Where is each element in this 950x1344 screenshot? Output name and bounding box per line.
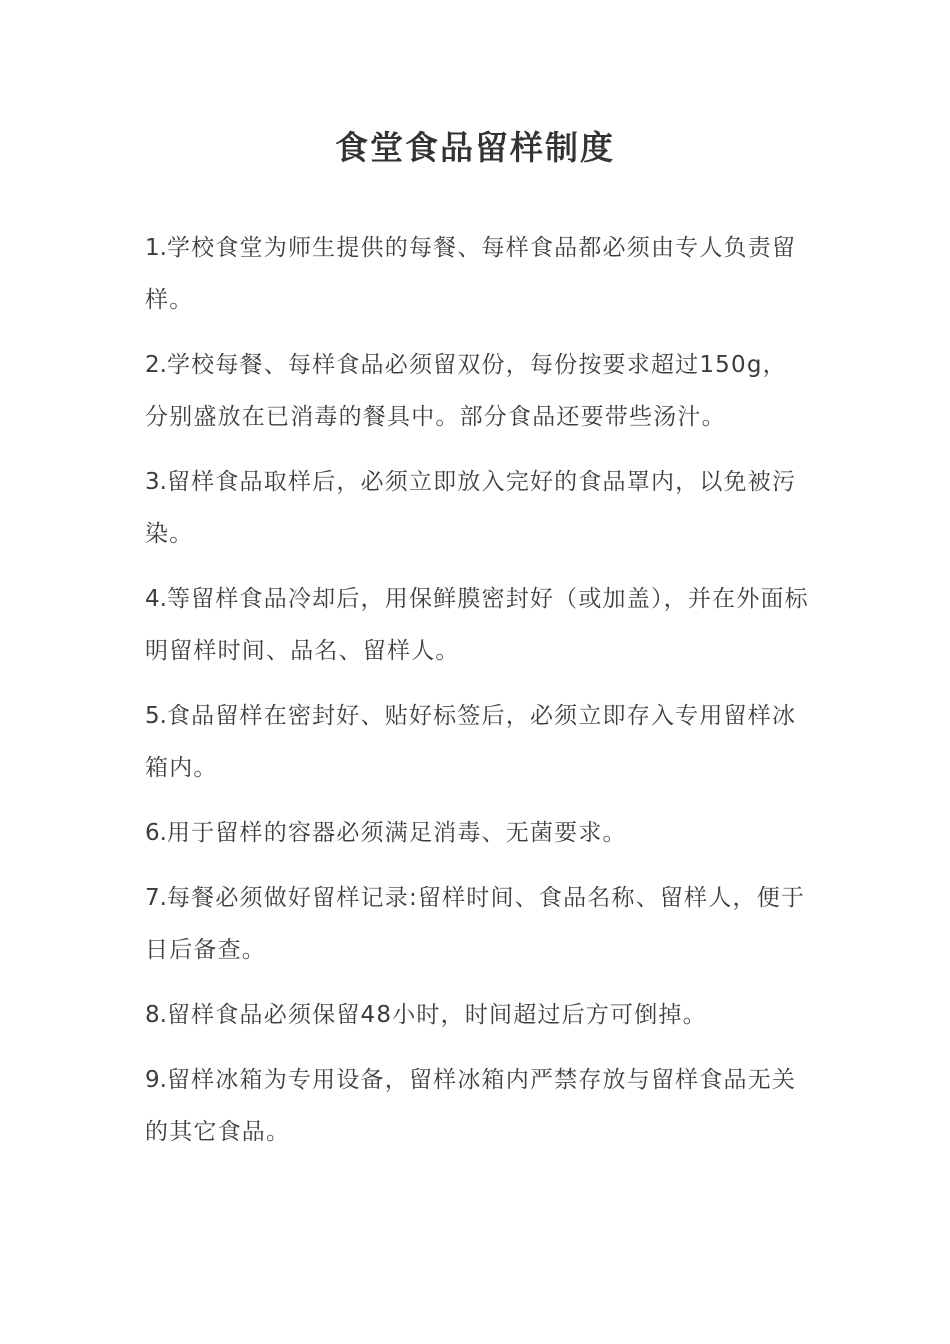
rule-text: 食品留样在密封好、贴好标签后，必须立即存入专用留样冰箱内。: [145, 703, 797, 781]
rule-item-1: [145, 222, 810, 326]
rule-number: 7.: [145, 885, 167, 911]
rule-item-5: [145, 690, 810, 794]
rule-number: 5.: [145, 703, 167, 729]
page-title: 食堂食品留样制度: [335, 128, 615, 167]
rule-item-2: [145, 339, 810, 443]
rule-text: 留样冰箱为专用设备，留样冰箱内严禁存放与留样食品无关的其它食品。: [145, 1067, 797, 1145]
rule-text: 学校每餐、每样食品必须留双份，每份按要求超过150g，分别盛放在已消毒的餐具中。部分食品还要带些汤汁。: [145, 352, 787, 430]
rule-text: 留样食品取样后，必须立即放入完好的食品罩内，以免被污染。: [145, 469, 797, 547]
rule-item-3: [145, 456, 810, 560]
rule-number: 9.: [145, 1067, 167, 1093]
rule-number: 6.: [145, 820, 167, 846]
rule-number: 4.: [145, 586, 167, 612]
rule-item-4: [145, 573, 810, 677]
rule-text: 等留样食品冷却后，用保鲜膜密封好（或加盖），并在外面标明留样时间、品名、留样人。: [145, 586, 809, 664]
rules-list: [145, 222, 810, 1171]
rule-text: 学校食堂为师生提供的每餐、每样食品都必须由专人负责留样。: [145, 235, 797, 313]
rule-number: 2.: [145, 352, 167, 378]
rule-number: 1.: [145, 235, 167, 261]
rule-item-8: [145, 989, 810, 1041]
rule-number: 3.: [145, 469, 167, 495]
rule-item-6: [145, 807, 810, 859]
rule-text: 用于留样的容器必须满足消毒、无菌要求。: [166, 820, 627, 846]
rule-text: 每餐必须做好留样记录:留样时间、食品名称、留样人，便于日后备查。: [145, 885, 806, 963]
rule-text: 留样食品必须保留48小时，时间超过后方可倒掉。: [166, 1002, 707, 1028]
rule-item-9: [145, 1054, 810, 1158]
rule-item-7: [145, 872, 810, 976]
rule-number: 8.: [145, 1002, 167, 1028]
